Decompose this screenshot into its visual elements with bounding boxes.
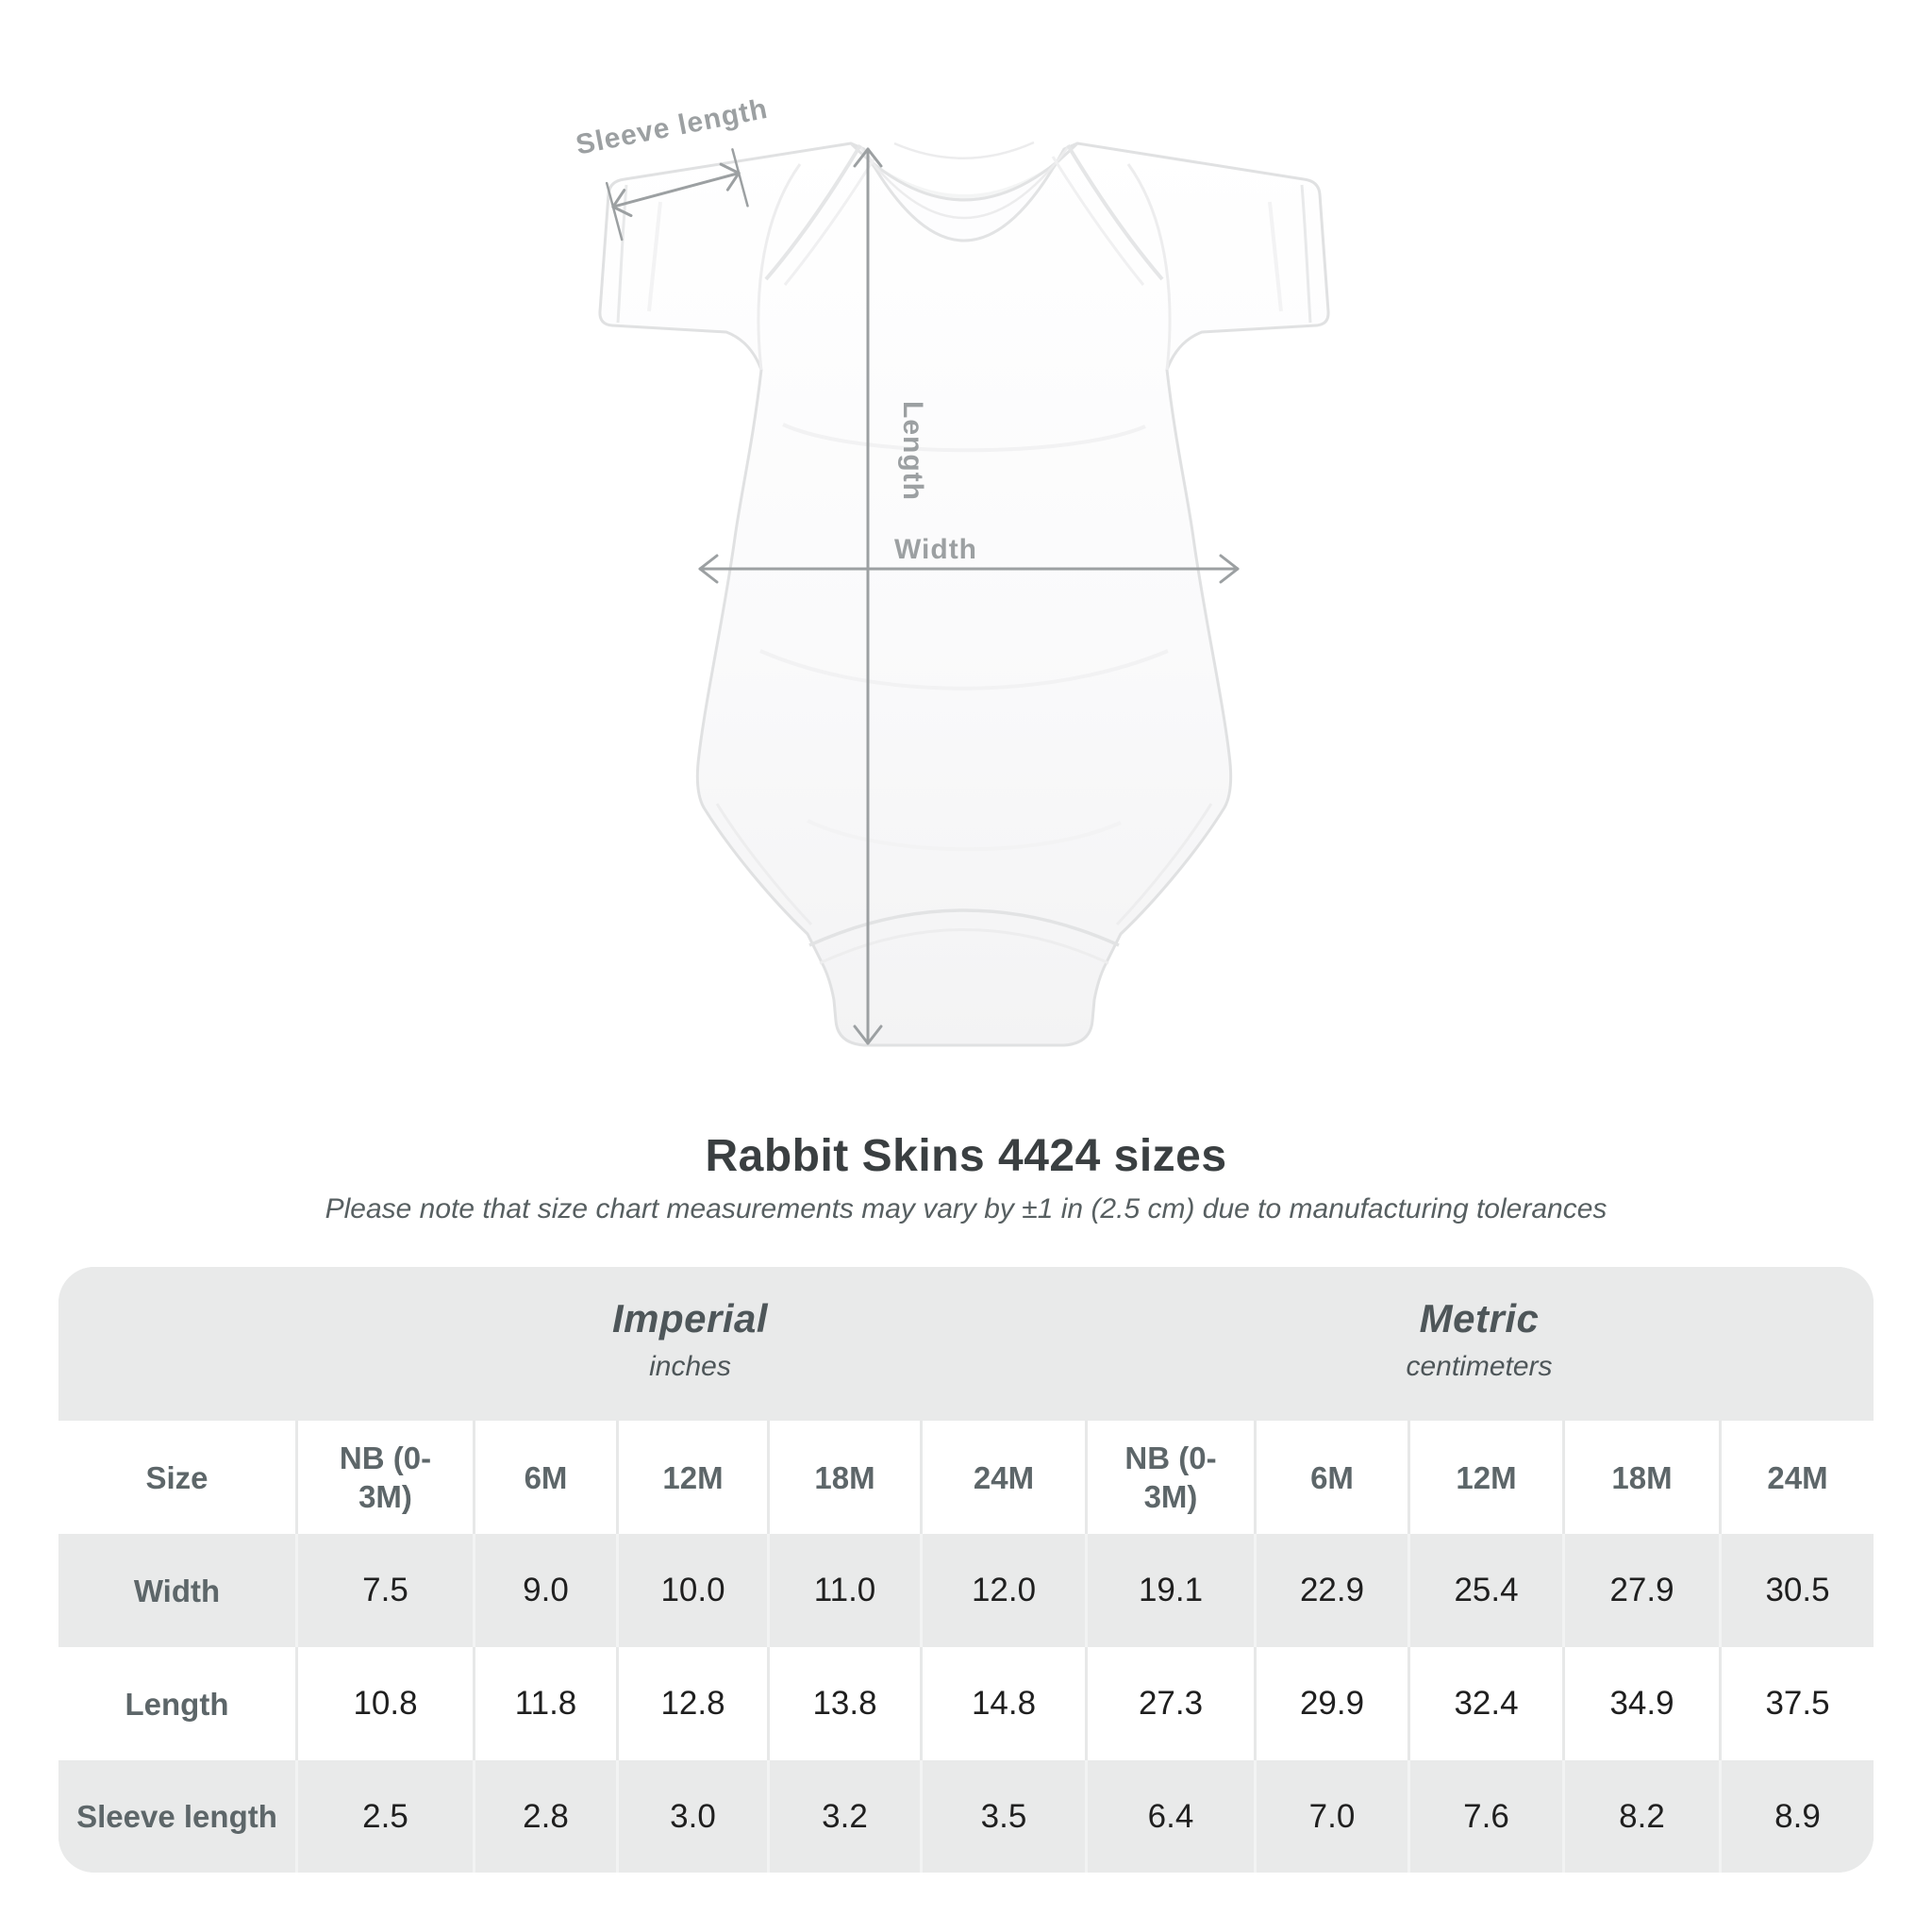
size-chart-table (58, 1267, 1874, 1873)
sleeve-metric-12m: 7.6 (1407, 1760, 1562, 1873)
length-metric-24m: 37.5 (1719, 1647, 1874, 1760)
row-label-sleeve-length: Sleeve length (58, 1760, 295, 1873)
column-header-metric-12m (1407, 1421, 1562, 1534)
length-metric-6m: 29.9 (1254, 1647, 1407, 1760)
imperial-unit: inches (649, 1350, 731, 1382)
sleeve-metric-nb: 6.4 (1085, 1760, 1254, 1873)
page-title: Rabbit Skins 4424 sizes (705, 1131, 1227, 1181)
sleeve-length-label: Sleeve length (573, 92, 771, 161)
width-metric-18m: 27.9 (1562, 1534, 1719, 1647)
sleeve-imperial-24m: 3.5 (920, 1760, 1085, 1873)
column-header-imperial-18m (767, 1421, 920, 1534)
column-header-label: 18M (1611, 1459, 1673, 1495)
column-header-imperial-24m (920, 1421, 1085, 1534)
imperial-label: Imperial (611, 1295, 769, 1341)
column-header-metric-18m (1562, 1421, 1719, 1534)
band-spacer (58, 1267, 295, 1421)
metric-label: Metric (1419, 1295, 1540, 1341)
length-imperial-nb: 10.8 (295, 1647, 473, 1760)
width-imperial-24m: 12.0 (920, 1534, 1085, 1647)
sleeve-imperial-18m: 3.2 (767, 1760, 920, 1873)
sleeve-imperial-6m: 2.8 (473, 1760, 616, 1873)
width-metric-24m: 30.5 (1719, 1534, 1874, 1647)
page-subtitle: Please note that size chart measurements may vary by ±1 in (2.5 cm) due to manufacturing tolerances (325, 1193, 1607, 1224)
length-metric-18m: 34.9 (1562, 1647, 1719, 1760)
sleeve-metric-18m: 8.2 (1562, 1760, 1719, 1873)
column-header-label: 24M (973, 1459, 1035, 1495)
width-metric-6m: 22.9 (1254, 1534, 1407, 1647)
sleeve-metric-24m: 8.9 (1719, 1760, 1874, 1873)
column-header-imperial-nb (295, 1421, 473, 1534)
corner-header-size: Size (58, 1421, 295, 1534)
column-header-label: 6M (524, 1459, 568, 1495)
width-metric-12m: 25.4 (1407, 1534, 1562, 1647)
unit-group-metric (1085, 1267, 1874, 1421)
sleeve-imperial-12m: 3.0 (616, 1760, 767, 1873)
column-header-label: 12M (662, 1459, 724, 1495)
column-header-label: 24M (1767, 1459, 1828, 1495)
length-metric-nb: 27.3 (1085, 1647, 1254, 1760)
metric-unit: centimeters (1406, 1350, 1553, 1382)
column-header-imperial-12m (616, 1421, 767, 1534)
column-header-metric-nb (1085, 1421, 1254, 1534)
column-header-metric-24m (1719, 1421, 1874, 1534)
width-imperial-6m: 9.0 (473, 1534, 616, 1647)
sleeve-imperial-nb: 2.5 (295, 1760, 473, 1873)
width-imperial-18m: 11.0 (767, 1534, 920, 1647)
column-header-label: 18M (814, 1459, 875, 1495)
unit-group-imperial (295, 1267, 1085, 1421)
width-metric-nb: 19.1 (1085, 1534, 1254, 1647)
length-imperial-24m: 14.8 (920, 1647, 1085, 1760)
length-imperial-18m: 13.8 (767, 1647, 920, 1760)
width-label: Width (893, 534, 978, 565)
column-header-label: 12M (1456, 1459, 1517, 1495)
column-header-label: NB (0-3M) (339, 1441, 432, 1514)
column-header-label: 6M (1310, 1459, 1354, 1495)
column-header-imperial-6m (473, 1421, 616, 1534)
length-imperial-6m: 11.8 (473, 1647, 616, 1760)
width-imperial-12m: 10.0 (616, 1534, 767, 1647)
length-imperial-12m: 12.8 (616, 1647, 767, 1760)
column-header-metric-6m (1254, 1421, 1407, 1534)
row-label-length: Length (58, 1647, 295, 1760)
sleeve-metric-6m: 7.0 (1254, 1760, 1407, 1873)
length-metric-12m: 32.4 (1407, 1647, 1562, 1760)
column-header-label: NB (0-3M) (1124, 1441, 1217, 1514)
row-label-width: Width (58, 1534, 295, 1647)
length-label: Length (897, 401, 928, 501)
onesie-body (600, 142, 1328, 1045)
width-imperial-nb: 7.5 (295, 1534, 473, 1647)
